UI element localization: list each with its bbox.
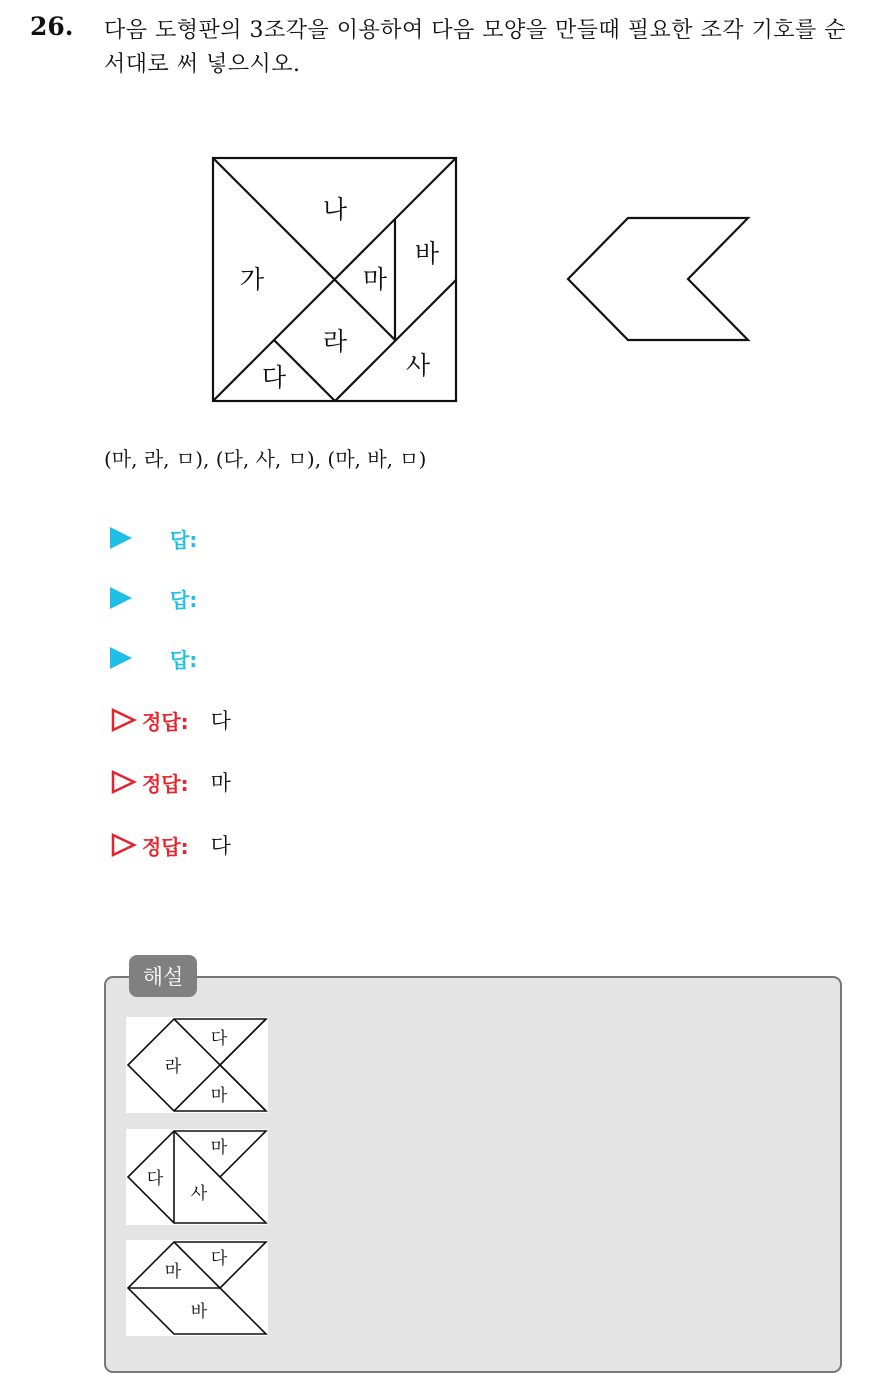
correct-label: 정답: [142,771,189,796]
answer-arrow-icon [110,647,132,669]
correct-label: 정답: [142,709,189,734]
answer-row[interactable] [110,643,197,673]
answer-label: 답: [170,527,198,552]
correct-answer-row [110,830,231,860]
tangram-board-figure [205,150,463,405]
correct-arrow-icon [110,769,138,795]
answer-label: 답: [170,587,198,612]
solution-figure-2 [126,1129,268,1225]
answer-row[interactable] [110,523,197,553]
correct-arrow-icon [110,832,138,858]
solution-label: 사 [190,1184,208,1204]
piece-label-da: 다 [261,363,287,392]
solution-label: 마 [210,1138,228,1158]
piece-label-sa: 사 [405,351,431,380]
correct-answer-row [110,705,231,735]
question-text: 다음 도형판의 3조각을 이용하여 다음 모양을 만들때 필요한 조각 기호를 순서대로 써 넣으시오. [104,18,846,77]
target-shape-figure [560,210,760,350]
solution-label: 마 [210,1086,228,1106]
piece-label-ba: 바 [414,239,440,268]
answer-arrow-icon [110,587,132,609]
solution-label: 다 [210,1029,228,1049]
answer-row[interactable] [110,583,197,613]
solution-figure-3 [126,1240,268,1336]
piece-label-ga: 가 [239,265,265,294]
answer-label: 답: [170,647,198,672]
choices-text: (마, 라, ㅁ), (다, 사, ㅁ), (마, 바, ㅁ) [104,447,427,471]
correct-arrow-icon [110,707,138,733]
piece-label-ra: 라 [322,327,348,356]
solution-figure-1 [126,1017,268,1113]
piece-label-na: 나 [322,195,348,224]
correct-value: 다 [210,834,231,858]
solution-label: 바 [190,1302,208,1322]
solution-label: 라 [164,1057,182,1077]
correct-answer-row [110,767,231,797]
correct-value: 다 [210,709,231,733]
piece-label-ma: 마 [362,265,388,294]
answer-arrow-icon [110,527,132,549]
correct-label: 정답: [142,834,189,859]
solution-label: 마 [164,1262,182,1282]
explanation-tag: 해설 [129,955,197,997]
question-number: 26. [30,12,74,41]
solution-label: 다 [210,1249,228,1269]
solution-label: 다 [146,1169,164,1189]
correct-value: 마 [210,771,231,795]
